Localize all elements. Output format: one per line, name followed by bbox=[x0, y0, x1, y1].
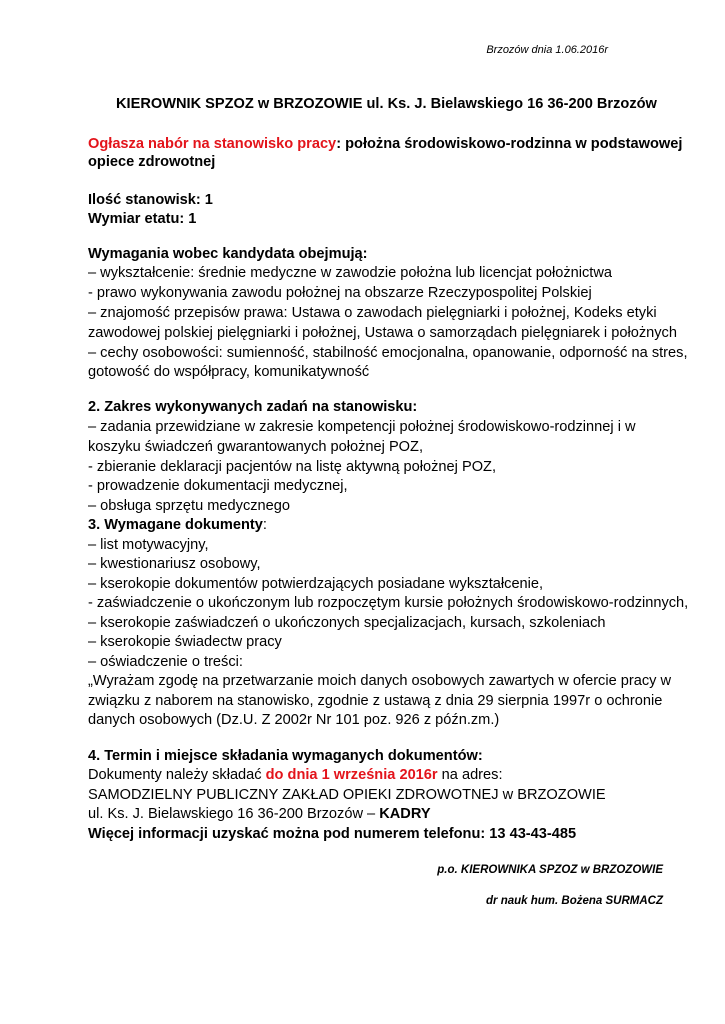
requirements-line: – znajomość przepisów prawa: Ustawa o zawodach pielęgniarki i położnej, Kodeks etyki bbox=[88, 305, 657, 321]
documents-line: – kserokopie dokumentów potwierdzających posiadane wykształcenie, bbox=[88, 576, 544, 592]
duties-line: - prowadzenie dokumentacji medycznej, bbox=[88, 478, 348, 494]
deadline-date: do dnia 1 września 2016r bbox=[265, 767, 438, 783]
consent-line: danych osobowych (Dz.U. Z 2002r Nr 101 poz. 926 z późn.zm.) bbox=[88, 712, 500, 728]
documents-line: – list motywacyjny, bbox=[88, 537, 209, 553]
address-line-2 bbox=[88, 805, 431, 824]
requirements-heading: Wymagania wobec kandydata obejmują: bbox=[88, 246, 368, 262]
signature-title: p.o. KIEROWNIKA SPZOZ w BRZOZOWIE bbox=[437, 864, 663, 876]
requirements-line: gotowość do współpracy, komunikatywność bbox=[88, 364, 370, 380]
duties-line: - zbieranie deklaracji pacjentów na listę aktywną położnej POZ, bbox=[88, 459, 497, 475]
duties-heading: 2. Zakres wykonywanych zadań na stanowisku: bbox=[88, 399, 418, 415]
documents-line: - zaświadczenie o ukończonym lub rozpoczętym kursie położnych środowiskowo-rodzinnych, bbox=[88, 595, 689, 611]
signature-name: dr nauk hum. Bożena SURMACZ bbox=[486, 895, 663, 907]
requirements-line: – wykształcenie: średnie medyczne w zawodzie położna lub licencjat położnictwa bbox=[88, 265, 613, 281]
requirements-line: zawodowej polskiej pielęgniarki i położnej, Ustawa o samorządach pielęgniarek i położnych bbox=[88, 325, 677, 341]
requirements-line: - prawo wykonywania zawodu położnej na obszarze Rzeczypospolitej Polskiej bbox=[88, 285, 592, 301]
documents-heading-colon: : bbox=[262, 517, 267, 533]
consent-line: „Wyrażam zgodę na przetwarzanie moich danych osobowych zawartych w ofercie pracy w bbox=[88, 673, 672, 689]
documents-heading: 3. Wymagane dokumenty bbox=[88, 517, 263, 533]
deadline-line bbox=[88, 766, 503, 785]
announcement-colon: : bbox=[336, 136, 342, 152]
address-street: ul. Ks. J. Bielawskiego 16 36-200 Brzozów – bbox=[88, 806, 380, 822]
contact-info: Więcej informacji uzyskać można pod numerem telefonu: 13 43-43-485 bbox=[88, 826, 577, 842]
announcement-line-1 bbox=[88, 135, 682, 154]
address-department: KADRY bbox=[379, 806, 431, 822]
documents-line: – kwestionariusz osobowy, bbox=[88, 556, 261, 572]
duties-line: – zadania przewidziane w zakresie kompetencji położnej środowiskowo-rodzinnej i w bbox=[88, 419, 636, 435]
documents-line: – oświadczenie o treści: bbox=[88, 654, 243, 670]
deadline-suffix: na adres: bbox=[437, 767, 503, 783]
positions-count: Ilość stanowisk: 1 bbox=[88, 192, 213, 208]
announcement-lead: Ogłasza nabór na stanowisko pracy bbox=[88, 136, 337, 152]
documents-line: – kserokopie świadectw pracy bbox=[88, 634, 282, 650]
position-title-cont: opiece zdrowotnej bbox=[88, 154, 216, 170]
positions-fte: Wymiar etatu: 1 bbox=[88, 211, 197, 227]
requirements-line: – cechy osobowości: sumienność, stabilność emocjonalna, opanowanie, odporność na stres, bbox=[88, 345, 688, 361]
position-title: położna środowiskowo-rodzinna w podstawowej bbox=[341, 136, 683, 152]
document-date: Brzozów dnia 1.06.2016r bbox=[486, 44, 608, 56]
documents-line: – kserokopie zaświadczeń o ukończonych specjalizacjach, kursach, szkoleniach bbox=[88, 615, 606, 631]
deadline-prefix: Dokumenty należy składać bbox=[88, 767, 266, 783]
address-line-1: SAMODZIELNY PUBLICZNY ZAKŁAD OPIEKI ZDROWOTNEJ w BRZOZOWIE bbox=[88, 787, 606, 803]
documents-heading-row bbox=[88, 516, 267, 535]
deadline-heading: 4. Termin i miejsce składania wymaganych dokumentów: bbox=[88, 748, 483, 764]
document-title: KIEROWNIK SPZOZ w BRZOZOWIE ul. Ks. J. Bielawskiego 16 36-200 Brzozów bbox=[116, 96, 657, 112]
duties-line: – obsługa sprzętu medycznego bbox=[88, 498, 291, 514]
consent-line: związku z naborem na stanowisko, zgodnie z ustawą z dnia 29 sierpnia 1997r o ochronie bbox=[88, 693, 663, 709]
duties-line: koszyku świadczeń gwarantowanych położnej POZ, bbox=[88, 439, 424, 455]
